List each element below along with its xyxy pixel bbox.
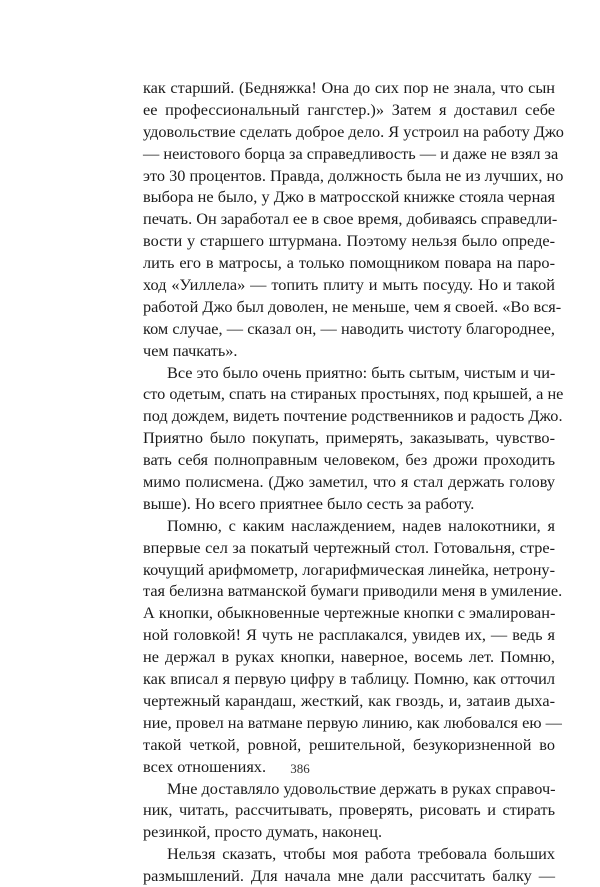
text-line: ком случае, — сказал он, — наводить чистоту благороднее, [143,318,555,338]
text-line: ние, провел на ватмане первую линию, как любовался ею — [143,712,562,732]
text-line: выше). Но всего приятнее было сесть за работу. [143,493,475,513]
text-line: резинкой, просто думать, наконец. [143,822,383,842]
text-line: сто одетым, спать на стираных простынях, под крышей, а не [143,384,564,404]
text-line: вости у старшего штурмана. Поэтому нельзя было опреде- [143,231,555,251]
text-line: это 30 процентов. Правда, должность была не из лучших, но [143,165,564,185]
page-number: 386 [290,761,310,776]
text-line: Помню, с каким наслаждением, надев налокотники, я [167,515,555,535]
text-line: Приятно было покупать, примерять, заказывать, чувство- [143,428,555,448]
text-line: как вписал я первую цифру в таблицу. Помню, как отточил [143,669,555,689]
text-line: выбора не было, у Джо в матросской книжке стояла черная [143,187,555,207]
text-line: ной головкой! Я чуть не расплакался, увидев их, — ведь я [143,625,555,645]
text-line: ход «Уиллела» — топить плиту и мыть посуду. Но и такой [143,275,555,295]
text-line: как старший. (Бедняжка! Она до сих пор не знала, что сын [143,78,555,97]
text-line: Нельзя сказать, чтобы моя работа требовала больших [167,844,555,864]
text-line: тая белизна ватманской бумаги приводили меня в умиление. [143,581,563,601]
text-line: лить его в матросы, а только помощником повара на паро- [143,253,555,273]
text-line: удовольствие сделать доброе дело. Я устроил на работу Джо [143,121,564,141]
text-line: чертежный карандаш, жесткий, как гвоздь, и, затаив дыха- [143,690,555,710]
text-line: Мне доставляло удовольствие держать в руках справоч- [167,778,556,798]
text-line: всех отношениях. [143,756,267,776]
text-line: впервые сел за покатый чертежный стол. Готовальня, стре- [143,537,555,557]
text-line: ее профессиональный гангстер.)» Затем я доставил себе [143,99,555,119]
text-line: ник, читать, рассчитывать, проверять, рисовать и стирать [143,800,555,820]
text-line: А кнопки, обыкновенные чертежные кнопки с эмалирован- [143,603,556,623]
text-line: кочущий арифмометр, логарифмическая линейка, нетрону- [143,559,555,579]
text-line: работой Джо был доволен, не меньше, чем я своей. «Во вся- [143,296,562,316]
text-line: не держал в руках кнопки, наверное, восемь лет. Помню, [143,647,555,667]
text-line: размышлений. Для начала мне дали рассчитать балку — [143,866,555,886]
text-line: чем пачкать». [143,340,238,360]
text-line: под дождем, видеть почтение родственников и радость Джо. [143,406,563,426]
text-line: мимо полисмена. (Джо заметил, что я стал держать голову [143,472,555,492]
text-line: такой четкой, ровной, решительной, безукоризненной во [143,734,555,754]
text-line: Все это было очень приятно: быть сытым, чистым и чи- [167,362,556,382]
text-line: вать себя полноправным человеком, без дрожи проходить [143,450,555,470]
text-line: — неистового борца за справедливость — и даже не взял за [143,143,559,163]
text-line: печать. Он заработал ее в свое время, добиваясь справедли- [143,209,558,229]
